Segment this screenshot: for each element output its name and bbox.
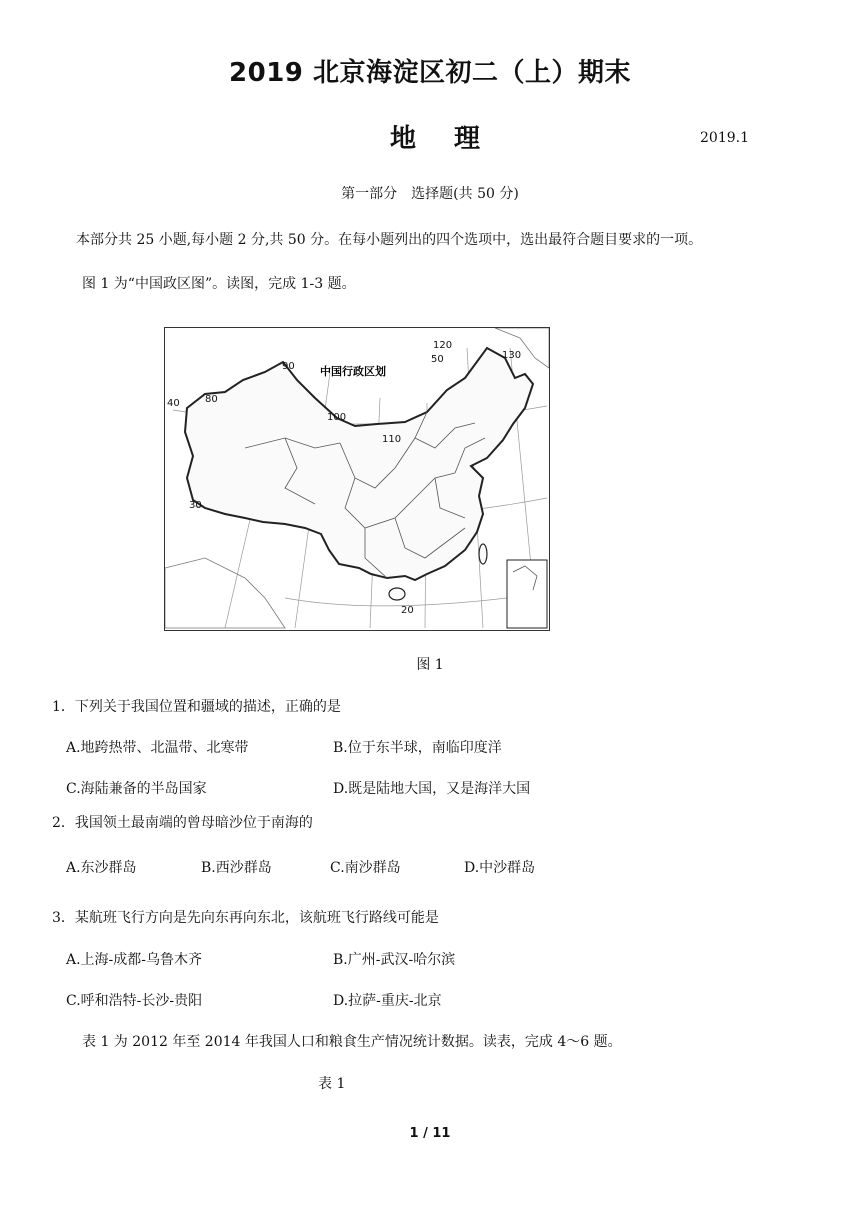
longitude-label: 90 (282, 361, 295, 372)
longitude-label: 130 (502, 350, 522, 361)
document-title: 2019 北京海淀区初二（上）期末 (229, 58, 631, 88)
question-3-option-b: B.广州-武汉-哈尔滨 (333, 952, 456, 968)
section-name: 选择题(共 50 分) (411, 186, 519, 202)
figure-intro: 图 1 为“中国政区图”。读图，完成 1-3 题。 (82, 276, 356, 292)
section-part: 第一部分 (341, 186, 398, 202)
map-title: 中国行政区划 (320, 365, 386, 378)
table-caption: 表 1 (318, 1076, 346, 1092)
section-heading (0, 183, 860, 203)
page-number: 1 / 11 (409, 1126, 451, 1141)
question-1-option-a: A.地跨热带、北温带、北寒带 (66, 740, 249, 756)
question-2-option-a: A.东沙群岛 (66, 860, 137, 876)
question-3-option-c: C.呼和浩特-长沙-贵阳 (66, 993, 203, 1009)
question-1-option-d: D.既是陆地大国，又是海洋大国 (333, 781, 531, 797)
china-map-drawing (165, 328, 549, 630)
longitude-label: 120 (433, 340, 453, 351)
longitude-label: 110 (382, 434, 402, 445)
longitude-label: 40 (167, 398, 180, 409)
subject-heading: 地理 (390, 124, 519, 154)
china-map-figure (164, 327, 550, 631)
question-3-stem: 3．某航班飞行方向是先向东再向东北，该航班飞行路线可能是 (52, 910, 439, 926)
question-1-option-c: C.海陆兼备的半岛国家 (66, 781, 207, 797)
instructions: 本部分共 25 小题,每小题 2 分,共 50 分。在每小题列出的四个选项中，选出最符合题目要求的一项。 (76, 232, 703, 248)
question-2-option-d: D.中沙群岛 (464, 860, 536, 876)
question-3-option-d: D.拉萨-重庆-北京 (333, 993, 442, 1009)
table-intro: 表 1 为 2012 年至 2014 年我国人口和粮食生产情况统计数据。读表，完成 4～6 题。 (82, 1034, 622, 1050)
longitude-label: 100 (327, 412, 347, 423)
longitude-label: 80 (205, 394, 218, 405)
question-2-stem: 2．我国领土最南端的曾母暗沙位于南海的 (52, 815, 313, 831)
latitude-label: 20 (401, 605, 414, 616)
question-1-option-b: B.位于东半球，南临印度洋 (333, 740, 502, 756)
question-2-option-c: C.南沙群岛 (330, 860, 401, 876)
question-2-option-b: B.西沙群岛 (201, 860, 272, 876)
figure-caption: 图 1 (416, 657, 444, 673)
exam-date: 2019.1 (700, 130, 749, 146)
question-1-stem: 1．下列关于我国位置和疆域的描述，正确的是 (52, 699, 341, 715)
latitude-label: 30 (189, 500, 202, 511)
question-3-option-a: A.上海-成都-乌鲁木齐 (66, 952, 203, 968)
latitude-label: 50 (431, 354, 444, 365)
